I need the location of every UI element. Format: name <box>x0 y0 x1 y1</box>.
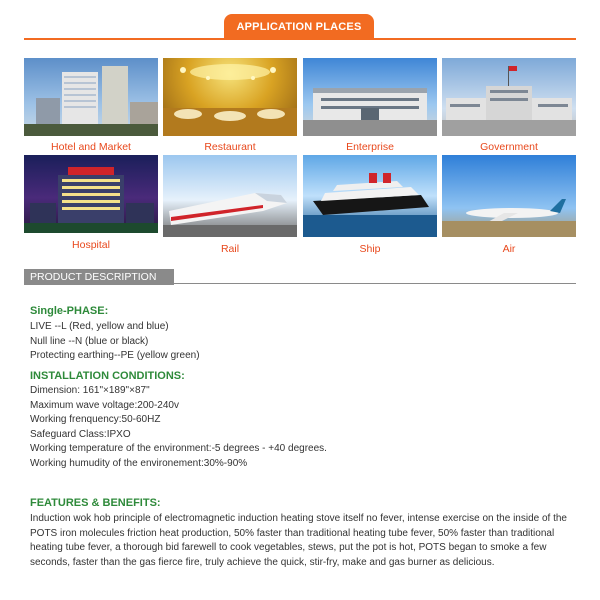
ship-photo <box>303 155 437 237</box>
installation-line: Working humudity of the environement:30%-90% <box>30 457 248 469</box>
product-description-title: PRODUCT DESCRIPTION <box>24 269 174 285</box>
place-hotel-market <box>24 58 158 153</box>
place-label: Ship <box>359 243 381 255</box>
place-label: Hotel and Market <box>51 141 131 153</box>
single-phase-line: Null line --N (blue or black) <box>30 335 149 347</box>
place-hospital <box>24 155 158 251</box>
place-rail <box>163 155 297 255</box>
air-photo <box>442 155 576 237</box>
single-phase-block <box>30 305 570 364</box>
hospital-photo <box>24 155 158 233</box>
place-label: Air <box>502 243 516 255</box>
place-label: Restaurant <box>204 141 256 153</box>
single-phase-line: LIVE --L (Red, yellow and blue) <box>30 321 169 332</box>
place-enterprise <box>303 58 437 153</box>
features-body: Induction wok hob principle of electromagnetic induction heating stove itself no fever, intense exercise on the inside of the POTS iron molecules friction heat production, 50% faster than traditional heating tube fever, 50% faster than traditional heating tube fever, a thorough bid farewell to cook vegetables, stews, put the pot is hot, POTS began to smoke a few seconds, faster than the gas fierce fire, truly achieve the quick, stir-fry, make and gas burner as delicious. <box>30 513 567 568</box>
installation-line: Maximum wave voltage:200-240v <box>30 399 179 411</box>
installation-heading: INSTALLATION CONDITIONS: <box>30 370 185 382</box>
single-phase-heading: Single-PHASE: <box>30 305 109 317</box>
restaurant-photo <box>163 58 297 136</box>
enterprise-photo <box>303 58 437 136</box>
section-divider <box>174 283 576 284</box>
features-benefits-block <box>30 497 570 570</box>
place-air <box>442 155 576 255</box>
features-heading: FEATURES & BENEFITS: <box>30 497 161 509</box>
place-ship <box>303 155 437 255</box>
place-government <box>442 58 576 153</box>
hotel-market-photo <box>24 58 158 136</box>
header-title: APPLICATION PLACES <box>224 14 374 40</box>
government-photo <box>442 58 576 136</box>
place-label: Government <box>480 141 538 153</box>
application-places-header <box>0 0 600 46</box>
place-label: Hospital <box>72 239 110 251</box>
place-label: Rail <box>220 243 240 255</box>
installation-line: Dimension: 161"×189"×87" <box>30 385 150 396</box>
installation-line: Working temperature of the environment:-5 degrees - +40 degrees. <box>30 443 327 455</box>
single-phase-line: Protecting earthing--PE (yellow green) <box>30 350 200 362</box>
product-description-header <box>24 269 576 285</box>
installation-line: Working frenquency:50-60HZ <box>30 414 161 426</box>
rail-photo <box>163 155 297 237</box>
installation-line: Safeguard Class:IPXO <box>30 428 131 440</box>
place-label: Enterprise <box>346 141 394 153</box>
place-restaurant <box>163 58 297 153</box>
installation-conditions-block <box>30 370 570 472</box>
